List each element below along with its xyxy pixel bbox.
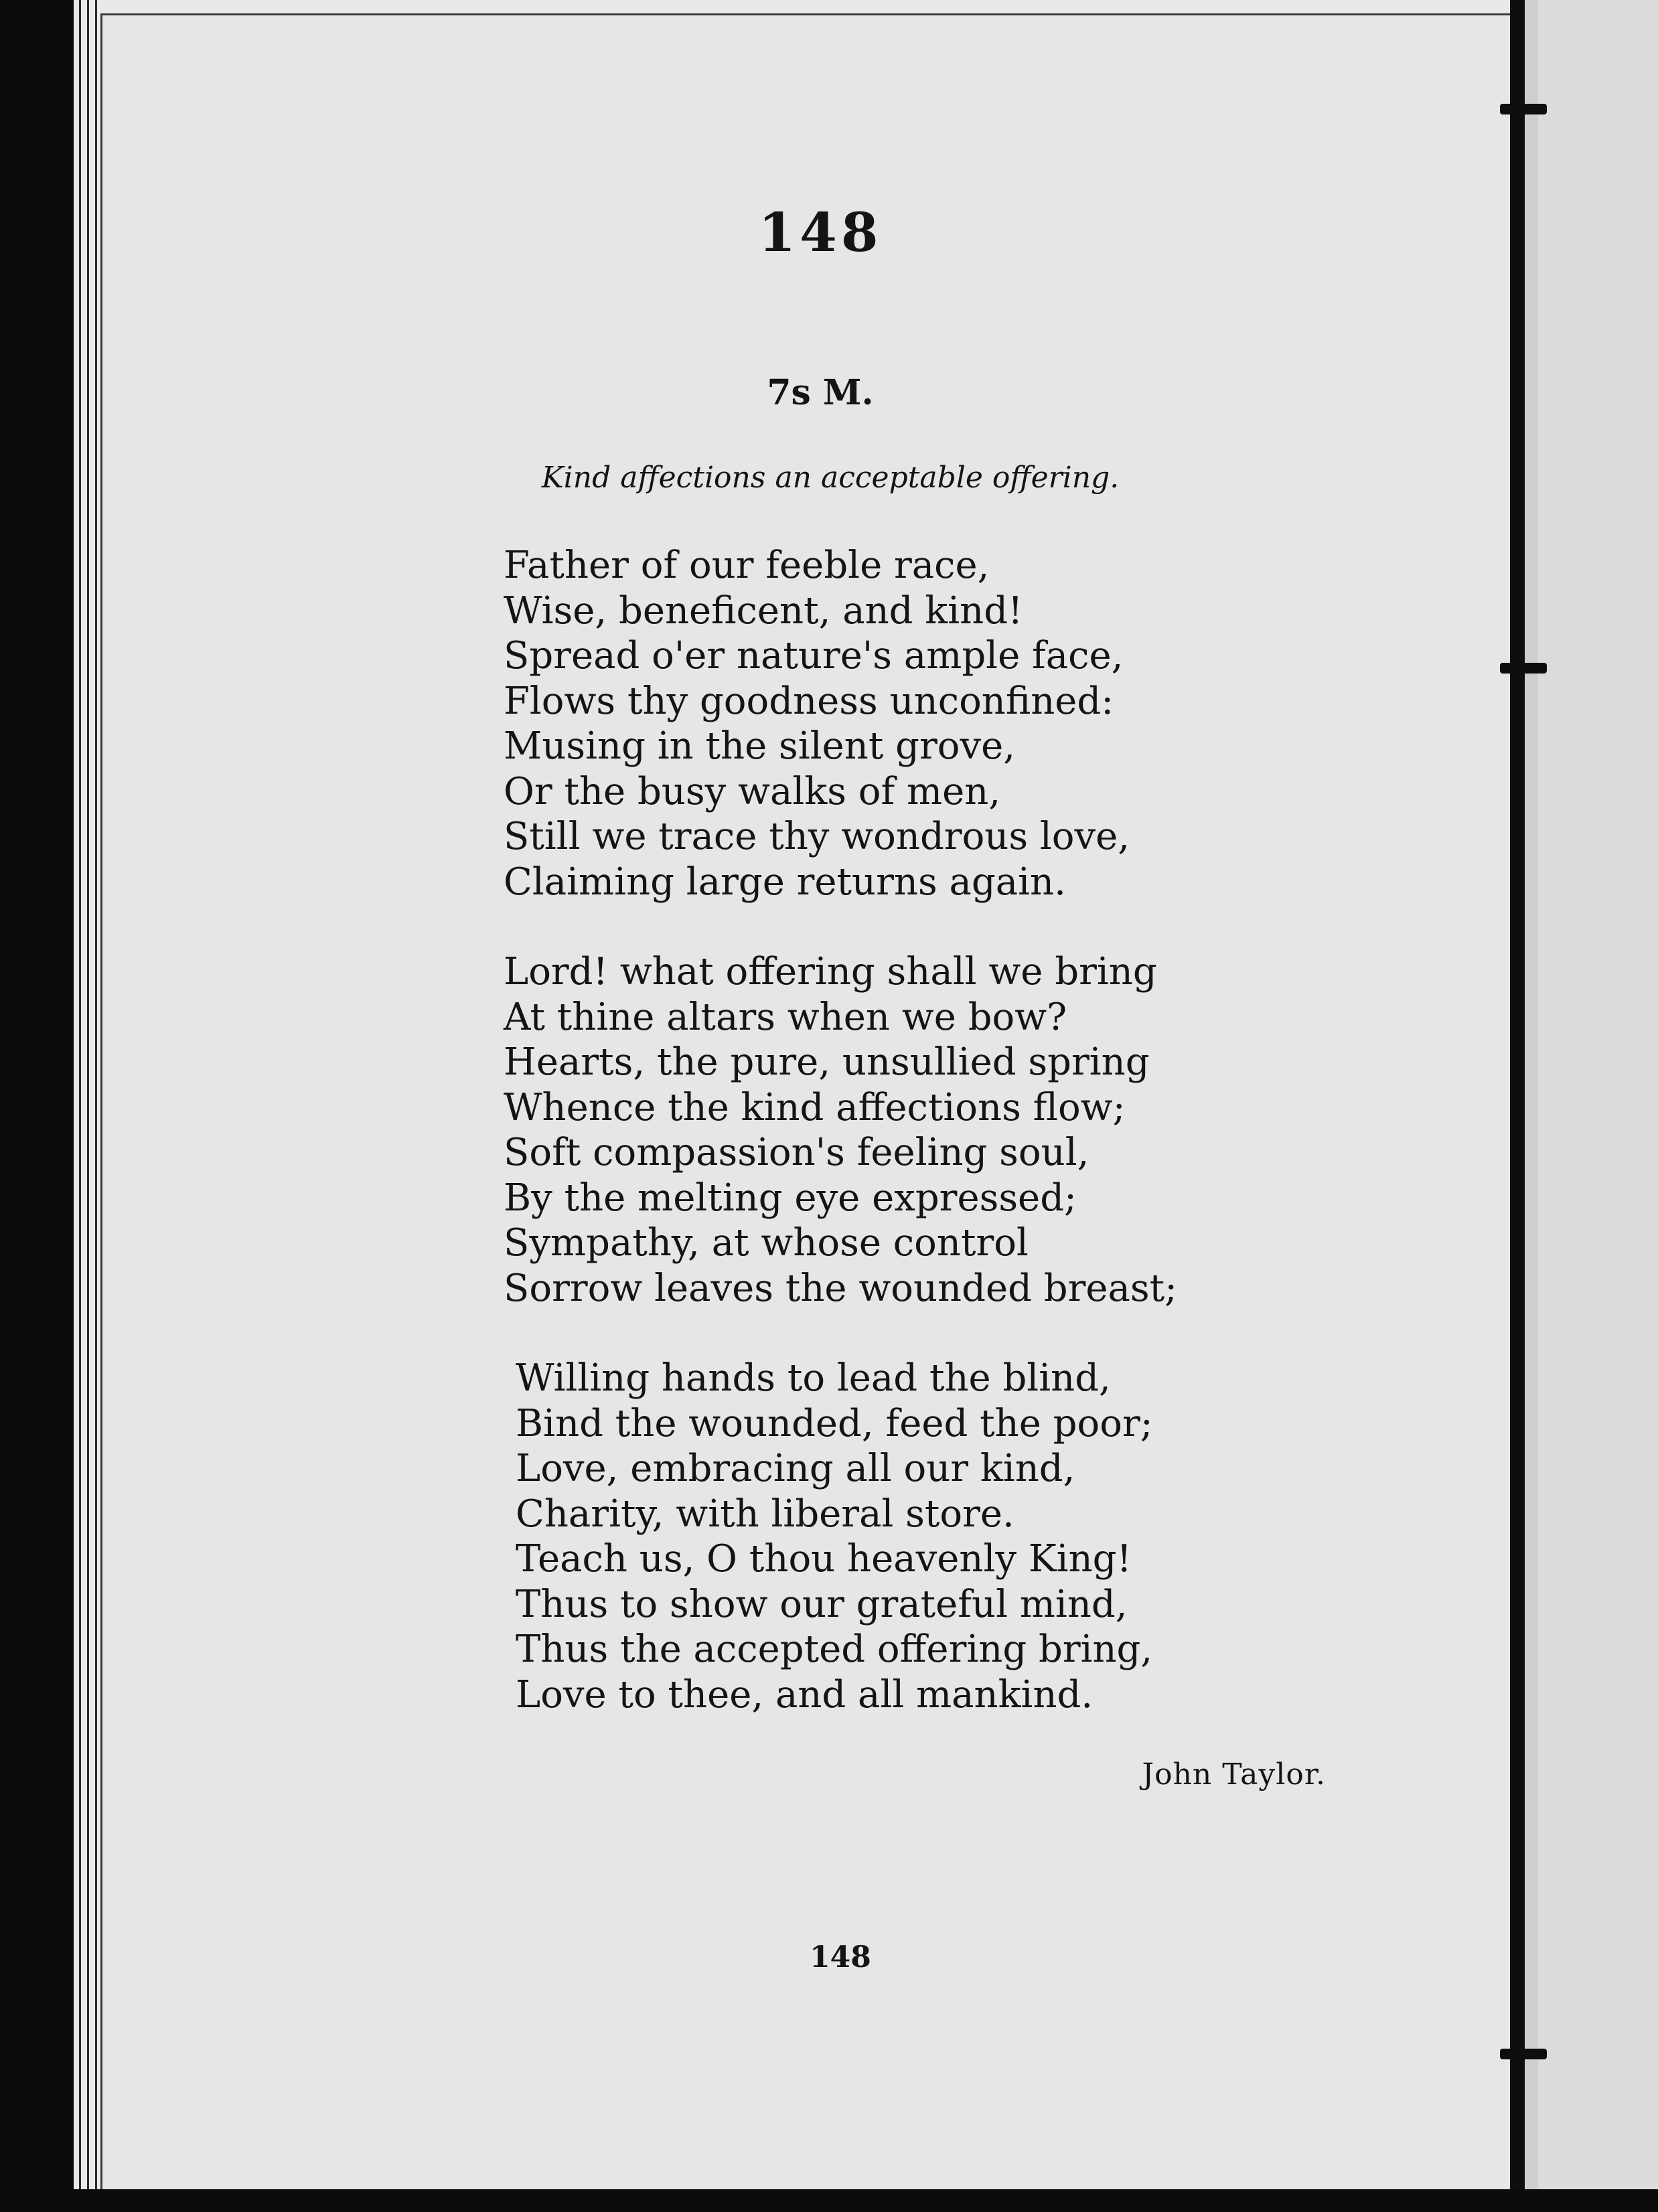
binding-stitch — [1500, 663, 1547, 674]
verse-line: By the melting eye expressed; — [504, 1176, 1077, 1220]
verse-line: Wise, beneficent, and kind! — [504, 588, 1023, 633]
verse-line: At thine altars when we bow? — [504, 995, 1067, 1039]
stanza-3 — [516, 1356, 1319, 1717]
binding-stitch — [1500, 2049, 1547, 2059]
verse-line: Love to thee, and all mankind. — [516, 1672, 1094, 1717]
facing-page-shadow — [1525, 0, 1538, 2212]
verse-line: Lord! what offering shall we bring — [504, 950, 1157, 994]
scan-margin-bottom — [0, 2189, 1658, 2212]
stanza-1 — [504, 543, 1307, 904]
verse-line: Thus the accepted offering bring, — [516, 1628, 1153, 1671]
verse-line: Hearts, the pure, unsullied spring — [504, 1040, 1150, 1084]
verse-line: Spread o'er nature's ample face, — [504, 634, 1124, 678]
verse-line: Bind the wounded, feed the poor; — [516, 1401, 1153, 1445]
page-edge-line — [87, 0, 89, 2212]
page-edge-line — [95, 0, 97, 2212]
verse-line: Whence the kind affections flow; — [504, 1085, 1126, 1129]
verse-line: Teach us, O thou heavenly King! — [516, 1537, 1132, 1581]
stanza-2 — [504, 949, 1307, 1311]
verse-line: Soft compassion's feeling soul, — [504, 1131, 1089, 1174]
verse-line: Father of our feeble race, — [504, 544, 990, 587]
verse-line: Claiming large returns again. — [504, 860, 1066, 904]
verse-line: Charity, with liberal store. — [516, 1492, 1014, 1536]
hymn-author: John Taylor. — [1142, 1757, 1326, 1792]
verse-line: Willing hands to lead the blind, — [516, 1356, 1111, 1400]
verse-line: Thus to show our grateful mind, — [516, 1582, 1128, 1626]
verse-line: Musing in the silent grove, — [504, 724, 1016, 768]
verse-line: Or the busy walks of men, — [504, 769, 1001, 813]
verse-line: Sorrow leaves the wounded breast; — [504, 1266, 1178, 1310]
verse-line: Flows thy goodness unconfined: — [504, 679, 1114, 723]
hymn-subtitle: Kind affections an acceptable offering. — [541, 461, 1120, 495]
page-edge-line — [79, 0, 81, 2212]
scan-margin-left — [0, 0, 74, 2212]
verse-line: Sympathy, at whose control — [504, 1221, 1029, 1265]
hymn-number: 148 — [758, 201, 883, 264]
hymn-meter: 7s M. — [767, 372, 874, 413]
page-number: 148 — [810, 1940, 871, 1974]
facing-page — [1525, 0, 1658, 2212]
binding-stitch — [1500, 104, 1547, 114]
book-binding — [1510, 0, 1525, 2212]
verse-line: Love, embracing all our kind, — [516, 1447, 1075, 1490]
verse-line: Still we trace thy wondrous love, — [504, 815, 1130, 858]
